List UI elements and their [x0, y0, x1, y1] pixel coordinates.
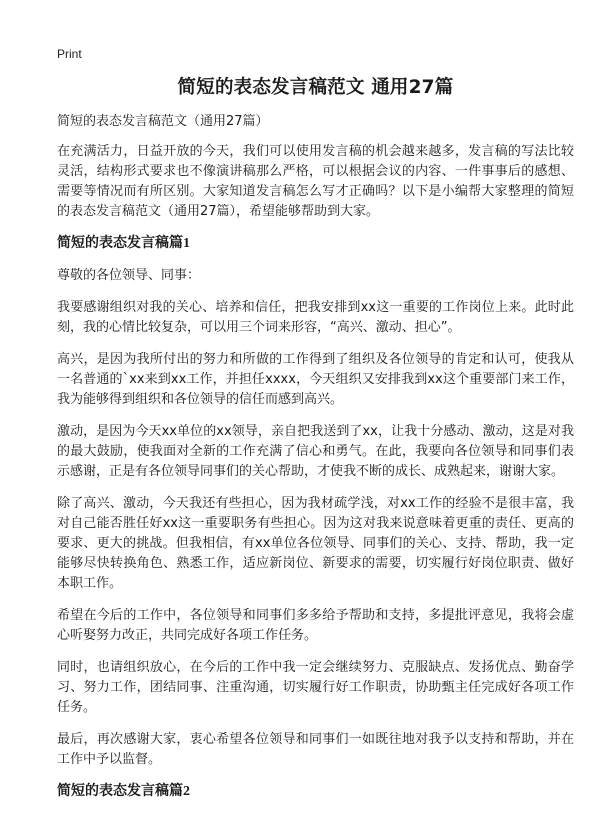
print-link[interactable]: Print	[57, 47, 82, 61]
paragraph-excited: 激动，是因为今天xx单位的xx领导，亲自把我送到了xx，让我十分感动、激动，这是对我的最大鼓励，使我面对全新的工作充满了信心和勇气。在此，我要向各位领导和同事们表示感谢，正是有各位领导同事们的关心帮助，才使我不断的成长、成熟起来，谢谢大家。	[57, 424, 574, 479]
document-subtitle: 简短的表态发言稿范文（通用27篇）	[57, 114, 269, 129]
paragraph-commitment: 同时，也请组织放心，在今后的工作中我一定会继续努力、克服缺点、发扬优点、勤奋学习、努力工作，团结同事、注重沟通，切实履行好工作职责，协助甄主任完成好各项工作任务。	[57, 660, 574, 715]
document-title: 简短的表态发言稿范文 通用27篇	[177, 77, 454, 98]
intro-paragraph: 在充满活力，日益开放的今天，我们可以使用发言稿的机会越来越多，发言稿的写法比较灵活，结构形式要求也不像演讲稿那么严格，可以根据会议的内容、一件事事后的感想、需要等情况而有所区别。大家知道发言稿怎么写才正确吗？以下是小编帮大家整理的简短的表态发言稿范文（通用27篇），希望能够帮助到大家。	[57, 144, 574, 219]
paragraph-salutation: 尊敬的各位领导、同事：	[57, 268, 201, 283]
paragraph-thanks: 我要感谢组织对我的关心、培养和信任，把我安排到xx这一重要的工作岗位上来。此时此刻，我的心情比较复杂，可以用三个词来形容，“高兴、激动、担心”。	[57, 300, 574, 335]
section-heading-2: 简短的表态发言稿篇2	[57, 784, 190, 799]
section-heading-1: 简短的表态发言稿篇1	[57, 236, 190, 251]
paragraph-worried: 除了高兴、激动，今天我还有些担心，因为我材疏学浅，对xx工作的经验不是很丰富，我对自己能否胜任好xx这一重要职务有些担心。因为这对我来说意味着更重的责任、更高的要求、更大的挑战。但我相信，有xx单位各位领导、同事们的关心、支持、帮助，我一定能够尽快转换角色、熟悉工作，适应新岗位、新要求的需要，切实履行好岗位职责、做好本职工作。	[57, 496, 574, 591]
paragraph-happy: 高兴，是因为我所付出的努力和所做的工作得到了组织及各位领导的肯定和认可，使我从一名普通的`xx来到xx工作，并担任xxxx，今天组织又安排我到xx这个重要部门来工作，我为能够得到组织和各位领导的信任而感到高兴。	[57, 352, 574, 407]
paragraph-hope: 希望在今后的工作中，各位领导和同事们多多给予帮助和支持，多提批评意见，我将会虚心听娶努力改正，共同完成好各项工作任务。	[57, 608, 574, 643]
paragraph-closing: 最后，再次感谢大家，衷心希望各位领导和同事们一如既往地对我予以支持和帮助，并在工作中予以监督。	[57, 732, 574, 767]
